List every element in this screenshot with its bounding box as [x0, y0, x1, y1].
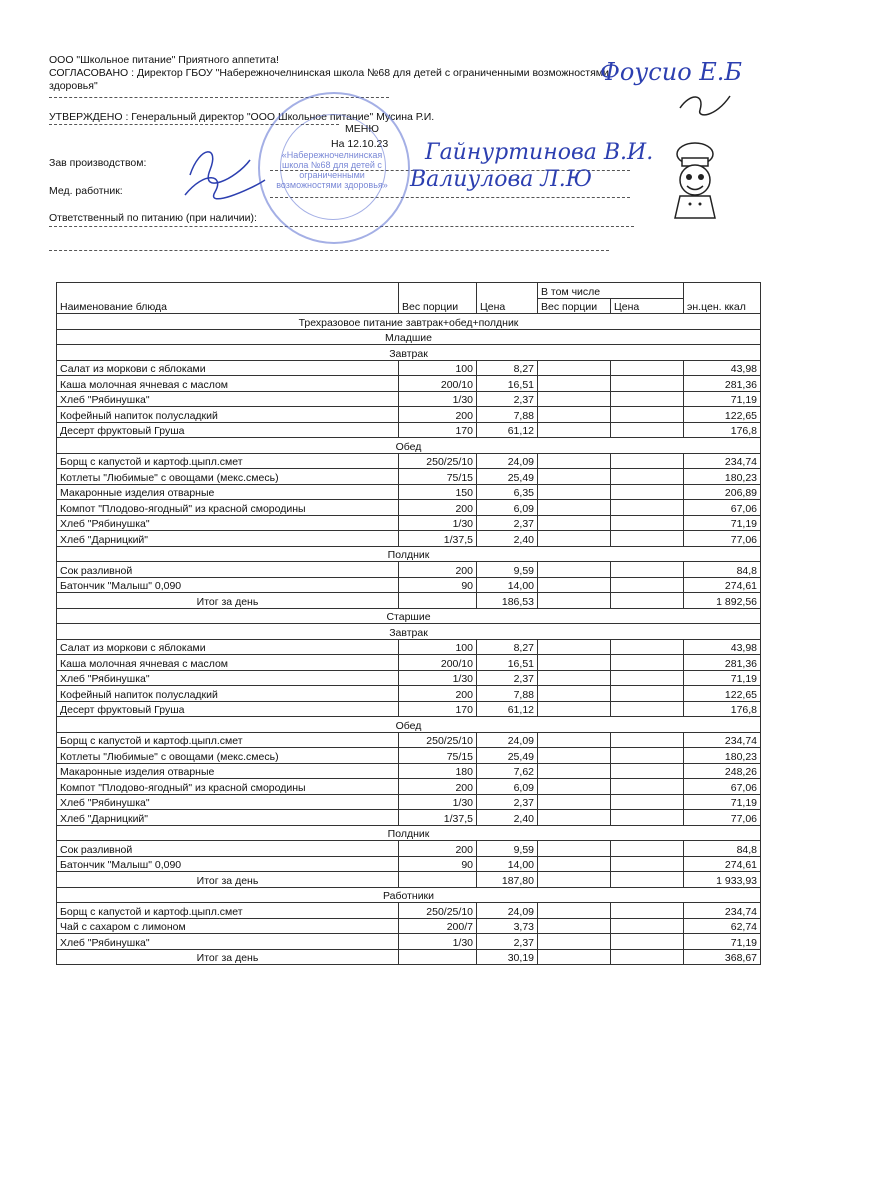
dish-price: 61,12 [477, 422, 538, 438]
dish-row [57, 515, 761, 531]
total-weight [399, 872, 477, 888]
dish-kcal: 84,8 [684, 562, 761, 578]
dish-incl-weight [538, 391, 611, 407]
dish-kcal: 248,26 [684, 763, 761, 779]
dish-kcal: 43,98 [684, 639, 761, 655]
dish-incl-weight [538, 779, 611, 795]
dish-weight: 200 [399, 779, 477, 795]
dish-incl-price [611, 391, 684, 407]
total-label: Итог за день [57, 593, 399, 609]
dish-incl-price [611, 903, 684, 919]
total-label: Итог за день [57, 872, 399, 888]
dish-price: 14,00 [477, 577, 538, 593]
menu-date: На 12.10.23 [331, 138, 389, 150]
dish-incl-weight [538, 360, 611, 376]
meal-title: Обед [57, 717, 761, 733]
dish-weight: 200 [399, 407, 477, 423]
dish-incl-price [611, 484, 684, 500]
dish-name: Кофейный напиток полусладкий [57, 407, 399, 423]
dish-price: 25,49 [477, 748, 538, 764]
dish-weight: 180 [399, 763, 477, 779]
meal-title: Завтрак [57, 624, 761, 640]
dish-name: Каша молочная ячневая с маслом [57, 655, 399, 671]
dish-weight: 1/30 [399, 670, 477, 686]
dish-incl-weight [538, 422, 611, 438]
dish-weight: 200/7 [399, 918, 477, 934]
agreed-line-cont: здоровья" [49, 80, 98, 92]
dish-incl-weight [538, 577, 611, 593]
dish-row [57, 453, 761, 469]
dish-incl-price [611, 794, 684, 810]
dish-incl-price [611, 639, 684, 655]
dish-weight: 1/30 [399, 794, 477, 810]
dish-weight: 250/25/10 [399, 903, 477, 919]
total-kcal: 1 892,56 [684, 593, 761, 609]
total-weight [399, 593, 477, 609]
table-header-row [57, 283, 761, 299]
dish-incl-price [611, 670, 684, 686]
dish-name: Компот "Плодово-ягодный" из красной смородины [57, 779, 399, 795]
dish-price: 8,27 [477, 639, 538, 655]
total-incl-weight [538, 949, 611, 965]
dish-kcal: 71,19 [684, 934, 761, 950]
dish-name: Салат из моркови с яблоками [57, 360, 399, 376]
med-signature: Валиулова Л.Ю [410, 167, 592, 192]
dish-weight: 100 [399, 360, 477, 376]
dish-incl-price [611, 732, 684, 748]
total-incl-weight [538, 593, 611, 609]
total-incl-price [611, 949, 684, 965]
agreed-line: СОГЛАСОВАНО : Директор ГБОУ "Набережночелнинская школа №68 для детей с ограниченными возможностями [49, 67, 609, 79]
col-name-header: Наименование блюда [57, 283, 399, 314]
dish-price: 2,40 [477, 531, 538, 547]
dish-weight: 1/30 [399, 391, 477, 407]
dish-row [57, 763, 761, 779]
dish-incl-weight [538, 794, 611, 810]
dish-weight: 250/25/10 [399, 732, 477, 748]
group-row [57, 887, 761, 903]
dish-incl-price [611, 469, 684, 485]
dish-row [57, 577, 761, 593]
dish-incl-weight [538, 670, 611, 686]
dish-row [57, 841, 761, 857]
dish-weight: 100 [399, 639, 477, 655]
meal-title: Полдник [57, 825, 761, 841]
total-weight [399, 949, 477, 965]
dish-price: 6,35 [477, 484, 538, 500]
dish-row [57, 856, 761, 872]
dish-weight: 170 [399, 701, 477, 717]
meal-row [57, 624, 761, 640]
dish-kcal: 71,19 [684, 515, 761, 531]
dish-name: Батончик "Малыш" 0,090 [57, 577, 399, 593]
meal-title: Обед [57, 438, 761, 454]
dish-incl-price [611, 779, 684, 795]
dish-name: Борщ с капустой и картоф.цыпл.смет [57, 903, 399, 919]
org-line: ООО "Школьное питание" Приятного аппетита! [49, 54, 279, 66]
dish-incl-weight [538, 639, 611, 655]
dish-price: 16,51 [477, 376, 538, 392]
dish-incl-price [611, 407, 684, 423]
dish-incl-weight [538, 856, 611, 872]
dish-row [57, 686, 761, 702]
dish-incl-weight [538, 686, 611, 702]
approved-line: УТВЕРЖДЕНО : Генеральный директор "ООО Школьное питание" Мусина Р.И. [49, 111, 435, 123]
meal-row [57, 438, 761, 454]
dish-weight: 150 [399, 484, 477, 500]
dish-weight: 200/10 [399, 376, 477, 392]
dish-name: Хлеб "Рябинушка" [57, 794, 399, 810]
divider [49, 250, 609, 251]
col-weight-header: Вес порции [399, 283, 477, 314]
dish-row [57, 934, 761, 950]
dish-name: Батончик "Малыш" 0,090 [57, 856, 399, 872]
dish-name: Макаронные изделия отварные [57, 484, 399, 500]
dish-kcal: 274,61 [684, 577, 761, 593]
dish-kcal: 206,89 [684, 484, 761, 500]
dish-price: 2,37 [477, 515, 538, 531]
dish-kcal: 67,06 [684, 779, 761, 795]
dish-incl-price [611, 841, 684, 857]
chef-mascot-icon [660, 140, 730, 220]
dish-row [57, 391, 761, 407]
dish-kcal: 77,06 [684, 810, 761, 826]
chef-signature: Гайнуртинова В.И. [425, 140, 654, 165]
dish-price: 2,37 [477, 934, 538, 950]
dish-kcal: 234,74 [684, 453, 761, 469]
dish-incl-weight [538, 515, 611, 531]
dish-incl-weight [538, 903, 611, 919]
dish-kcal: 84,8 [684, 841, 761, 857]
dish-incl-weight [538, 469, 611, 485]
dish-name: Чай с сахаром с лимоном [57, 918, 399, 934]
dish-incl-price [611, 577, 684, 593]
group-row [57, 608, 761, 624]
dish-price: 61,12 [477, 701, 538, 717]
dish-price: 3,73 [477, 918, 538, 934]
total-kcal: 368,67 [684, 949, 761, 965]
total-price: 30,19 [477, 949, 538, 965]
dish-weight: 1/30 [399, 515, 477, 531]
dish-name: Котлеты "Любимые" с овощами (мекс.смесь) [57, 748, 399, 764]
initials-scribble [675, 88, 735, 128]
dish-incl-price [611, 810, 684, 826]
dish-name: Хлеб "Рябинушка" [57, 515, 399, 531]
dish-incl-weight [538, 701, 611, 717]
dish-incl-weight [538, 655, 611, 671]
meal-title: Завтрак [57, 345, 761, 361]
dish-price: 24,09 [477, 903, 538, 919]
dish-price: 8,27 [477, 360, 538, 376]
total-label: Итог за день [57, 949, 399, 965]
dish-incl-weight [538, 376, 611, 392]
dish-kcal: 122,65 [684, 686, 761, 702]
dish-weight: 75/15 [399, 748, 477, 764]
dish-incl-price [611, 655, 684, 671]
stamp-text: «Набережночелнинская школа №68 для детей с ограниченными возможностями здоровья» [276, 150, 388, 190]
dish-incl-price [611, 531, 684, 547]
dish-incl-weight [538, 531, 611, 547]
total-kcal: 1 933,93 [684, 872, 761, 888]
dish-price: 2,37 [477, 670, 538, 686]
dish-name: Кофейный напиток полусладкий [57, 686, 399, 702]
dish-name: Хлеб "Дарницкий" [57, 810, 399, 826]
dish-row [57, 732, 761, 748]
dish-kcal: 274,61 [684, 856, 761, 872]
total-incl-price [611, 872, 684, 888]
dish-kcal: 71,19 [684, 670, 761, 686]
dish-kcal: 71,19 [684, 391, 761, 407]
dish-name: Котлеты "Любимые" с овощами (мекс.смесь) [57, 469, 399, 485]
meal-title: Полдник [57, 546, 761, 562]
dish-price: 16,51 [477, 655, 538, 671]
dish-incl-price [611, 856, 684, 872]
dish-incl-price [611, 422, 684, 438]
dish-row [57, 810, 761, 826]
dish-weight: 200 [399, 841, 477, 857]
dish-incl-price [611, 562, 684, 578]
dish-kcal: 67,06 [684, 500, 761, 516]
col-incl-price-header: Цена [611, 298, 684, 314]
meal-row [57, 717, 761, 733]
dish-weight: 75/15 [399, 469, 477, 485]
dish-row [57, 670, 761, 686]
dish-incl-weight [538, 918, 611, 934]
dish-incl-price [611, 360, 684, 376]
dish-kcal: 234,74 [684, 903, 761, 919]
dish-row [57, 484, 761, 500]
dish-row [57, 360, 761, 376]
dish-price: 9,59 [477, 562, 538, 578]
dish-weight: 200 [399, 686, 477, 702]
dish-incl-price [611, 500, 684, 516]
dish-kcal: 281,36 [684, 376, 761, 392]
dish-incl-price [611, 453, 684, 469]
dish-kcal: 62,74 [684, 918, 761, 934]
dish-weight: 90 [399, 856, 477, 872]
dish-name: Сок разливной [57, 562, 399, 578]
dish-price: 2,37 [477, 391, 538, 407]
dish-incl-price [611, 763, 684, 779]
dish-name: Десерт фруктовый Груша [57, 701, 399, 717]
dish-price: 6,09 [477, 500, 538, 516]
dish-price: 24,09 [477, 732, 538, 748]
dish-price: 2,40 [477, 810, 538, 826]
dish-name: Десерт фруктовый Груша [57, 422, 399, 438]
dish-weight: 170 [399, 422, 477, 438]
col-incl-header: В том числе [538, 283, 684, 299]
plan-row [57, 314, 761, 330]
group-title: Младшие [57, 329, 761, 345]
group-title: Работники [57, 887, 761, 903]
total-incl-price [611, 593, 684, 609]
dish-name: Борщ с капустой и картоф.цыпл.смет [57, 732, 399, 748]
meal-row [57, 825, 761, 841]
dish-name: Хлеб "Дарницкий" [57, 531, 399, 547]
dish-row [57, 748, 761, 764]
dish-kcal: 234,74 [684, 732, 761, 748]
col-energy-header: эн.цен. ккал [684, 283, 761, 314]
dish-incl-weight [538, 453, 611, 469]
dish-kcal: 180,23 [684, 748, 761, 764]
total-row [57, 872, 761, 888]
dish-row [57, 903, 761, 919]
dish-weight: 1/30 [399, 934, 477, 950]
group-row [57, 329, 761, 345]
dish-kcal: 43,98 [684, 360, 761, 376]
dish-row [57, 500, 761, 516]
dish-incl-price [611, 701, 684, 717]
dish-name: Каша молочная ячневая с маслом [57, 376, 399, 392]
dish-name: Салат из моркови с яблоками [57, 639, 399, 655]
dish-price: 7,88 [477, 686, 538, 702]
dish-weight: 250/25/10 [399, 453, 477, 469]
dish-price: 24,09 [477, 453, 538, 469]
dish-weight: 200/10 [399, 655, 477, 671]
total-price: 187,80 [477, 872, 538, 888]
total-incl-weight [538, 872, 611, 888]
col-price-header: Цена [477, 283, 538, 314]
dish-name: Борщ с капустой и картоф.цыпл.смет [57, 453, 399, 469]
dish-name: Макаронные изделия отварные [57, 763, 399, 779]
dish-incl-weight [538, 562, 611, 578]
total-row [57, 949, 761, 965]
dish-name: Компот "Плодово-ягодный" из красной смородины [57, 500, 399, 516]
dish-incl-weight [538, 841, 611, 857]
dish-incl-weight [538, 810, 611, 826]
dish-kcal: 176,8 [684, 701, 761, 717]
dish-incl-price [611, 376, 684, 392]
director-signature: Фоусио Е.Б [600, 58, 743, 86]
dish-incl-price [611, 515, 684, 531]
dish-incl-weight [538, 407, 611, 423]
dish-row [57, 376, 761, 392]
dish-weight: 200 [399, 500, 477, 516]
dish-incl-weight [538, 484, 611, 500]
dish-weight: 1/37,5 [399, 531, 477, 547]
dish-price: 2,37 [477, 794, 538, 810]
dish-row [57, 779, 761, 795]
dish-kcal: 281,36 [684, 655, 761, 671]
dish-kcal: 180,23 [684, 469, 761, 485]
dish-kcal: 71,19 [684, 794, 761, 810]
dish-row [57, 639, 761, 655]
dish-incl-price [611, 934, 684, 950]
dish-incl-weight [538, 500, 611, 516]
group-title: Старшие [57, 608, 761, 624]
dish-row [57, 794, 761, 810]
dish-price: 14,00 [477, 856, 538, 872]
dish-kcal: 122,65 [684, 407, 761, 423]
dish-incl-price [611, 748, 684, 764]
dish-name: Хлеб "Рябинушка" [57, 934, 399, 950]
dish-kcal: 176,8 [684, 422, 761, 438]
dish-incl-weight [538, 934, 611, 950]
dish-name: Хлеб "Рябинушка" [57, 391, 399, 407]
dish-row [57, 531, 761, 547]
dish-row [57, 562, 761, 578]
col-incl-weight-header: Вес порции [538, 298, 611, 314]
meal-row [57, 546, 761, 562]
dish-price: 7,62 [477, 763, 538, 779]
meal-row [57, 345, 761, 361]
dish-incl-weight [538, 763, 611, 779]
dish-row [57, 422, 761, 438]
dish-incl-weight [538, 748, 611, 764]
resp-label: Ответственный по питанию (при наличии): [49, 212, 257, 224]
dish-weight: 200 [399, 562, 477, 578]
dish-price: 25,49 [477, 469, 538, 485]
dish-row [57, 469, 761, 485]
menu-table [56, 282, 761, 965]
dish-row [57, 918, 761, 934]
dish-row [57, 701, 761, 717]
initials-scribble [180, 140, 270, 200]
total-row [57, 593, 761, 609]
dish-weight: 1/37,5 [399, 810, 477, 826]
plan-title: Трехразовое питание завтрак+обед+полдник [57, 314, 761, 330]
dish-price: 7,88 [477, 407, 538, 423]
dish-row [57, 407, 761, 423]
dish-incl-weight [538, 732, 611, 748]
dish-weight: 90 [399, 577, 477, 593]
dish-name: Хлеб "Рябинушка" [57, 670, 399, 686]
total-price: 186,53 [477, 593, 538, 609]
chef-label: Зав производством: [49, 157, 147, 169]
dish-incl-price [611, 686, 684, 702]
dish-price: 6,09 [477, 779, 538, 795]
dish-name: Сок разливной [57, 841, 399, 857]
dish-row [57, 655, 761, 671]
dish-kcal: 77,06 [684, 531, 761, 547]
menu-title: МЕНЮ [345, 123, 379, 135]
dish-incl-price [611, 918, 684, 934]
med-label: Мед. работник: [49, 185, 123, 197]
dish-price: 9,59 [477, 841, 538, 857]
